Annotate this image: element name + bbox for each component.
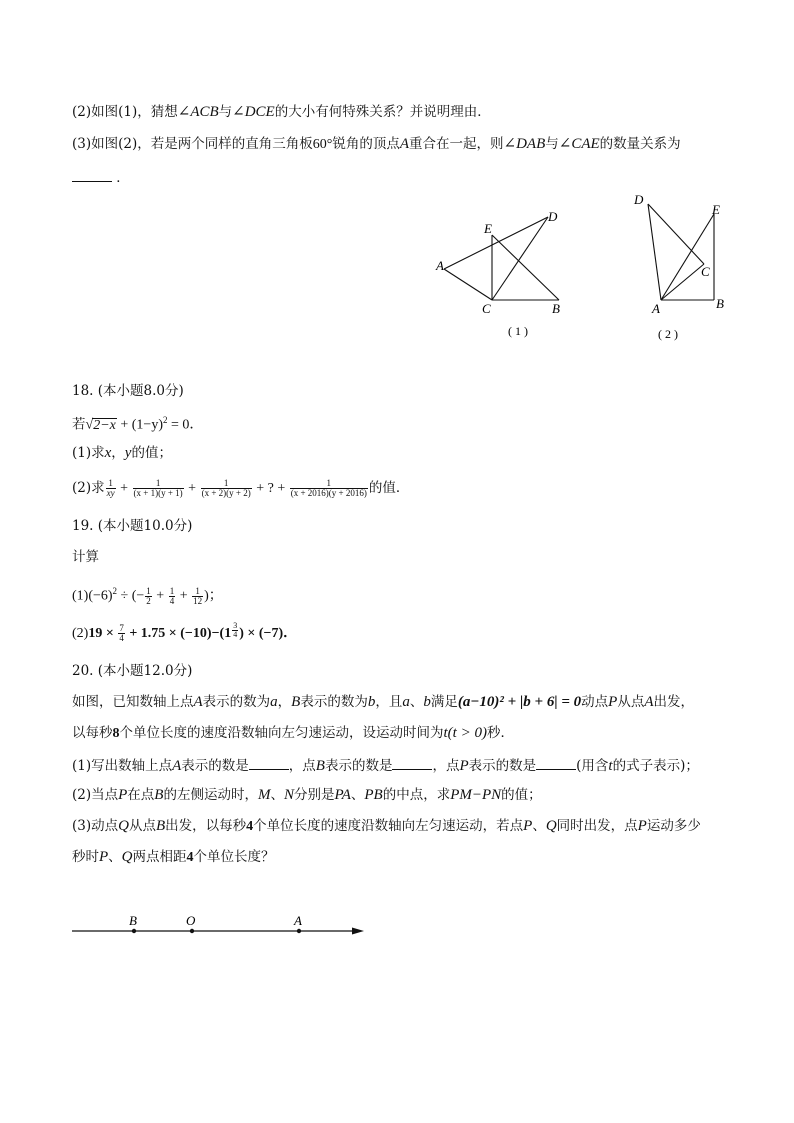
segment-AC [444,269,492,300]
q19-part1: $(1)(-6)^2$ ÷ (− $\frac{1}{2}$ + $\frac{1}{4}$ + $\frac{1}{12}$ )； [72,585,223,606]
q17-part3: (3)如图(2)，若是两个同样的直角三角板60°锐角的顶点A重合在一起，则∠DAB与∠CAE的数量关系为 [72,136,681,152]
answer-blank-a[interactable] [249,755,289,770]
answer-blank[interactable] [72,167,112,182]
number-line [68,908,368,942]
label-B: B [716,296,724,311]
fraction: $\frac{1}{xy}$ [106,478,115,498]
q20-part3: (3)动点Q从点B出发，以每秒4个单位长度的速度沿数轴向左匀速运动，若点P、Q同时出发，点P运动多少 [72,818,701,834]
label-D: D [548,209,558,224]
label-A: A [436,258,444,273]
label-B: B [552,301,560,316]
fraction: $\frac{1}{(x + 2016)(y + 2016)}$ [290,478,367,498]
fraction: $\frac{1}{12}$ [193,585,203,606]
segment-AD [444,217,548,269]
label-E: E [712,202,720,217]
segment-DA [648,204,661,300]
label-A: A [652,301,660,316]
label-E: E [484,221,492,236]
q20-intro-line2: 以每秒8个单位长度的速度沿数轴向左匀速运动，设运动时间为t(t > 0)秒． [72,725,514,741]
q20-header: 20. (本小题12.0分) [72,663,193,679]
q17-answer-line: ． [72,167,130,187]
label-A: A [294,913,302,928]
q19-part2: (2)19 × $\frac{7}{4}$ + 1.75 × (−10)−(1 $\frac{3}{4}$ ) × (−7)． [72,621,298,643]
q18-header: 18. (本小题8.0分) [72,383,184,399]
caption-2: ( 2 ) [658,327,678,341]
label-O: O [186,913,196,928]
q18-part2: (2)求 $\frac{1}{xy}$ + $\frac{1}{(x + 1)(y + 1)}$ + $\frac{1}{(x + 2)(y + 2)}$ + ? + $\frac{1}{(x + 2016)(y + 2016)}$ 的值． [72,478,410,498]
q20-intro-line1: 如图，已知数轴上点A表示的数为a，B表示的数为b，且a、b满足(a−10)² + |b + 6| = 0动点P从点A出发， [72,694,695,710]
label-D: D [634,192,644,207]
q18-condition: 若$√2-x + (1-y)^2 = 0$． [72,415,204,433]
q18-part1: (1)求x，y的值； [72,445,172,461]
segment-AC [661,264,704,300]
segment-DC [648,204,704,264]
q20-part1: (1)写出数轴上点A表示的数是 ，点B表示的数是 ，点P表示的数是 (用含t的式子表示)； [72,755,699,775]
segment-CD [492,217,548,300]
figure-1 [430,205,580,345]
fraction: $\frac{1}{(x + 1)(y + 1)}$ [133,478,183,498]
q19-intro: 计算 [72,549,99,565]
fraction: $\frac{1}{(x + 2)(y + 2)}$ [201,478,251,498]
label-C: C [482,301,491,316]
arrow-head-icon [352,928,364,935]
q17-part2: (2)如图(1)，猜想∠ACB与∠DCE的大小有何特殊关系？并说明理由． [72,104,491,120]
point-B [132,929,136,933]
sqrt-sign: √ [85,417,94,433]
figure-2 [628,190,738,350]
fraction: $\frac{1}{4}$ [169,585,175,606]
fraction: $\frac{7}{4}$ [119,623,124,643]
answer-blank-b[interactable] [392,755,432,770]
answer-blank-p[interactable] [536,755,576,770]
q19-header: 19. (本小题10.0分) [72,518,193,534]
label-B: B [129,913,137,928]
q20-part3-cont: 秒时P、Q两点相距4个单位长度？ [72,849,275,865]
fraction: $\frac{3}{4}$ [233,621,238,639]
label-C: C [701,264,710,279]
q20-part2: (2)当点P在点B的左侧运动时，M、N分别是PA、PB的中点，求PM−PN的值； [72,787,542,803]
segment-EB [492,235,559,300]
caption-1: ( 1 ) [508,324,528,338]
point-O [190,929,194,933]
point-A [297,929,301,933]
fraction: $\frac{1}{2}$ [146,585,151,606]
